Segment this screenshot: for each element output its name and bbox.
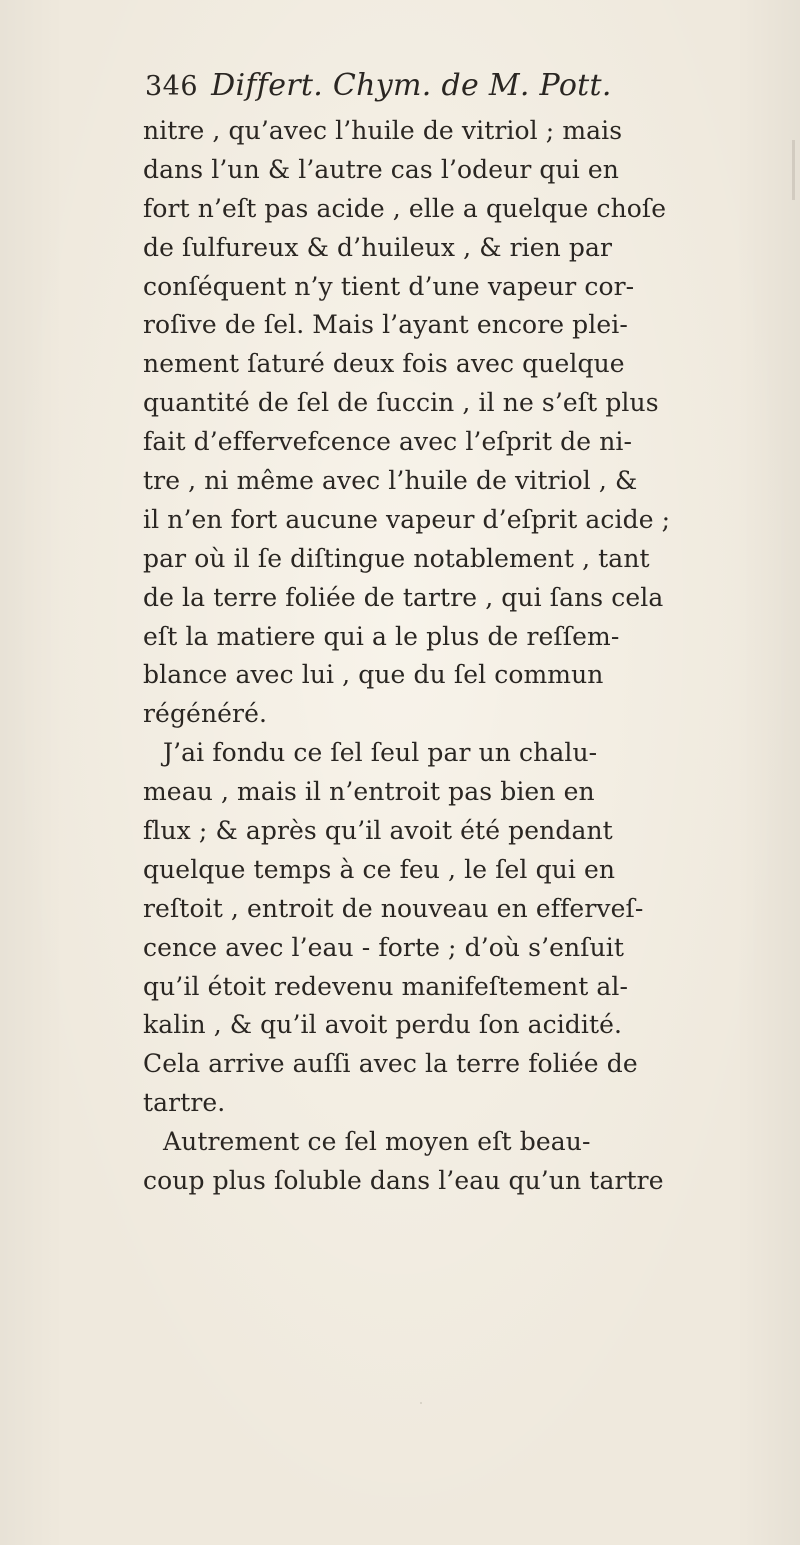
page-number: 346 (145, 71, 199, 102)
page-header (145, 68, 705, 112)
text-line: roſive de ſel. Mais l’ayant encore plei- (143, 310, 628, 340)
text-line: qu’il étoit redevenu manifeſtement al- (143, 971, 629, 1001)
text-line: flux ; & après qu’il avoit été pendant (143, 816, 613, 846)
text-line: coup plus ſoluble dans l’eau qu’un tartre (143, 1166, 664, 1196)
text-line: kalin , & qu’il avoit perdu ſon acidité. (143, 1010, 623, 1040)
text-line: par où il ſe diſtingue notablement , tant (143, 543, 650, 573)
text-line: nement ſaturé deux fois avec quelque (143, 349, 625, 379)
text-line: fort n’eſt pas acide , elle a quelque choſe (143, 193, 667, 223)
text-line: de la terre foliée de tartre , qui ſans cela (143, 582, 664, 612)
text-line: tartre. (143, 1088, 226, 1118)
text-line: Cela arrive auſſi avec la terre foliée de (143, 1049, 638, 1079)
running-title: Differt. Chym. de M. Pott. (211, 68, 612, 103)
text-line: nitre , qu’avec l’huile de vitriol ; mais (143, 116, 623, 145)
text-line: quantité de ſel de ſuccin , il ne s’eſt plus (143, 388, 659, 418)
text-line: il n’en fort aucune vapeur d’eſprit acide ; (143, 504, 671, 534)
text-line: cence avec l’eau - forte ; d’où s’enſuit (143, 932, 625, 962)
text-line: tre , ni même avec l’huile de vitriol , & (143, 466, 638, 496)
text-line: eſt la matiere qui a le plus de reſſem- (143, 621, 620, 651)
text-line: conſéquent n’y tient d’une vapeur cor- (143, 271, 635, 301)
paragraph-start-line: J’ai fondu ce ſel ſeul par un chalu- (163, 738, 598, 768)
text-line: dans l’un & l’autre cas l’odeur qui en (143, 154, 619, 184)
text-line: régénéré. (143, 699, 268, 729)
text-line: blance avec lui , que du ſel commun (143, 660, 604, 690)
scan-speck (420, 1402, 422, 1404)
scan-speck (792, 140, 795, 200)
paragraph-start-line: Autrement ce ſel moyen eſt beau- (163, 1127, 591, 1157)
text-line: quelque temps à ce feu , le ſel qui en (143, 854, 616, 884)
text-line: de ſulfureux & d’huileux , & rien par (143, 232, 613, 262)
text-line: meau , mais il n’entroit pas bien en (143, 777, 595, 807)
text-line: reſtoit , entroit de nouveau en efferveſ- (143, 893, 644, 923)
body-text (143, 112, 733, 1201)
text-line: fait d’effervefcence avec l’eſprit de ni- (143, 427, 633, 457)
